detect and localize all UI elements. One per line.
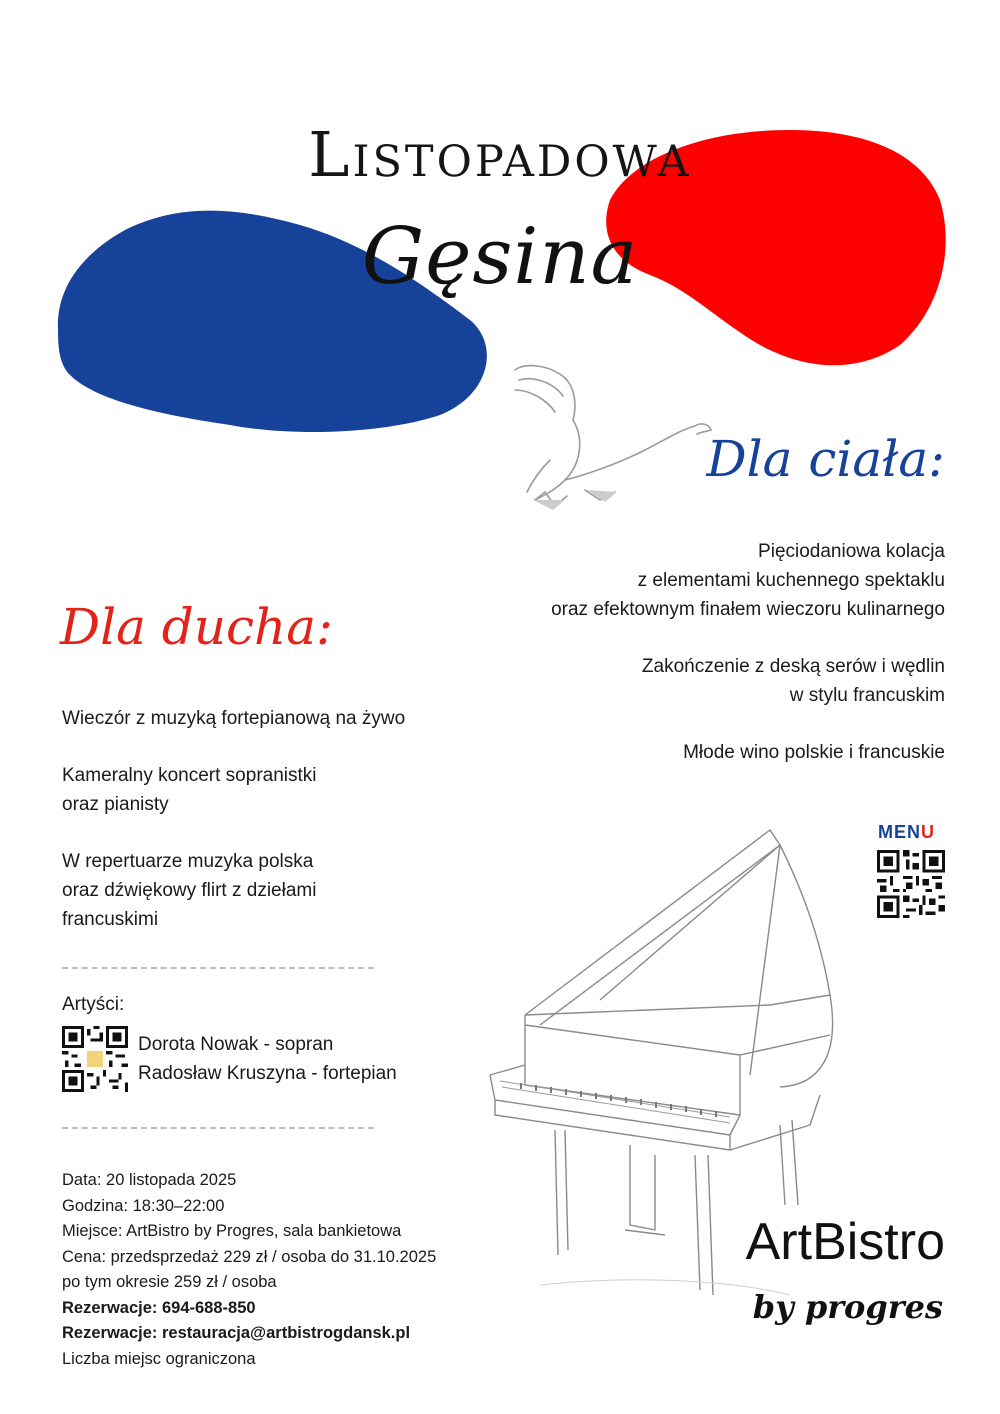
event-info bbox=[62, 1168, 532, 1372]
event-time: Godzina: 18:30–22:00 bbox=[62, 1196, 225, 1215]
divider bbox=[62, 1127, 374, 1129]
body-line: Pięciodaniowa kolacja bbox=[758, 541, 945, 562]
body-line: z elementami kuchennego spektaklu bbox=[637, 570, 945, 591]
title-line-1: Listopadowa bbox=[308, 118, 692, 191]
body-section-heading: Dla ciała: bbox=[706, 430, 945, 488]
reservation-phone[interactable]: Rezerwacje: 694-688-850 bbox=[62, 1298, 256, 1317]
limited-seats-note: Liczba miejsc ograniczona bbox=[62, 1349, 256, 1368]
body-line: Młode wino polskie i francuskie bbox=[683, 742, 945, 763]
artist-name: Radosław Kruszyna - fortepian bbox=[138, 1063, 397, 1084]
brand-logo-tagline: by progres bbox=[752, 1288, 943, 1326]
event-date: Data: 20 listopada 2025 bbox=[62, 1171, 237, 1189]
event-place: Miejsce: ArtBistro by Progres, sala bankietowa bbox=[62, 1222, 402, 1240]
spirit-line: Kameralny koncert sopranistki bbox=[62, 765, 317, 786]
goose-illustration bbox=[505, 350, 725, 530]
spirit-section-text bbox=[62, 704, 502, 962]
menu-label: MENU bbox=[878, 822, 936, 842]
spirit-line: W repertuarze muzyka polska bbox=[62, 851, 314, 872]
artists-list bbox=[138, 1030, 397, 1088]
spirit-line: oraz dźwiękowy flirt z dziełami bbox=[62, 880, 317, 901]
artist-name: Dorota Nowak - sopran bbox=[138, 1034, 334, 1055]
spirit-section-heading: Dla ducha: bbox=[60, 598, 333, 656]
artists-qr-code[interactable] bbox=[62, 1026, 128, 1092]
body-line: w stylu francuskim bbox=[789, 685, 945, 706]
artists-label: Artyści: bbox=[62, 994, 125, 1015]
spirit-line: francuskimi bbox=[62, 909, 159, 930]
event-price: Cena: przedsprzedaż 229 zł / osoba do 31.10.2025 bbox=[62, 1247, 437, 1266]
spirit-line: oraz pianisty bbox=[62, 794, 169, 815]
body-line: Zakończenie z deską serów i wędlin bbox=[641, 656, 945, 677]
title-line-2: Gęsina bbox=[361, 212, 639, 302]
spirit-line: Wieczór z muzyką fortepianową na żywo bbox=[62, 708, 406, 729]
brand-logo-name: ArtBistro bbox=[745, 1213, 945, 1271]
menu-qr-code[interactable] bbox=[877, 850, 945, 918]
divider bbox=[62, 967, 374, 969]
reservation-email[interactable]: Rezerwacje: restauracja@artbistrogdansk.pl bbox=[62, 1324, 411, 1342]
event-price-later: po tym okresie 259 zł / osoba bbox=[62, 1273, 277, 1291]
body-line: oraz efektownym finałem wieczoru kulinarnego bbox=[551, 599, 945, 620]
